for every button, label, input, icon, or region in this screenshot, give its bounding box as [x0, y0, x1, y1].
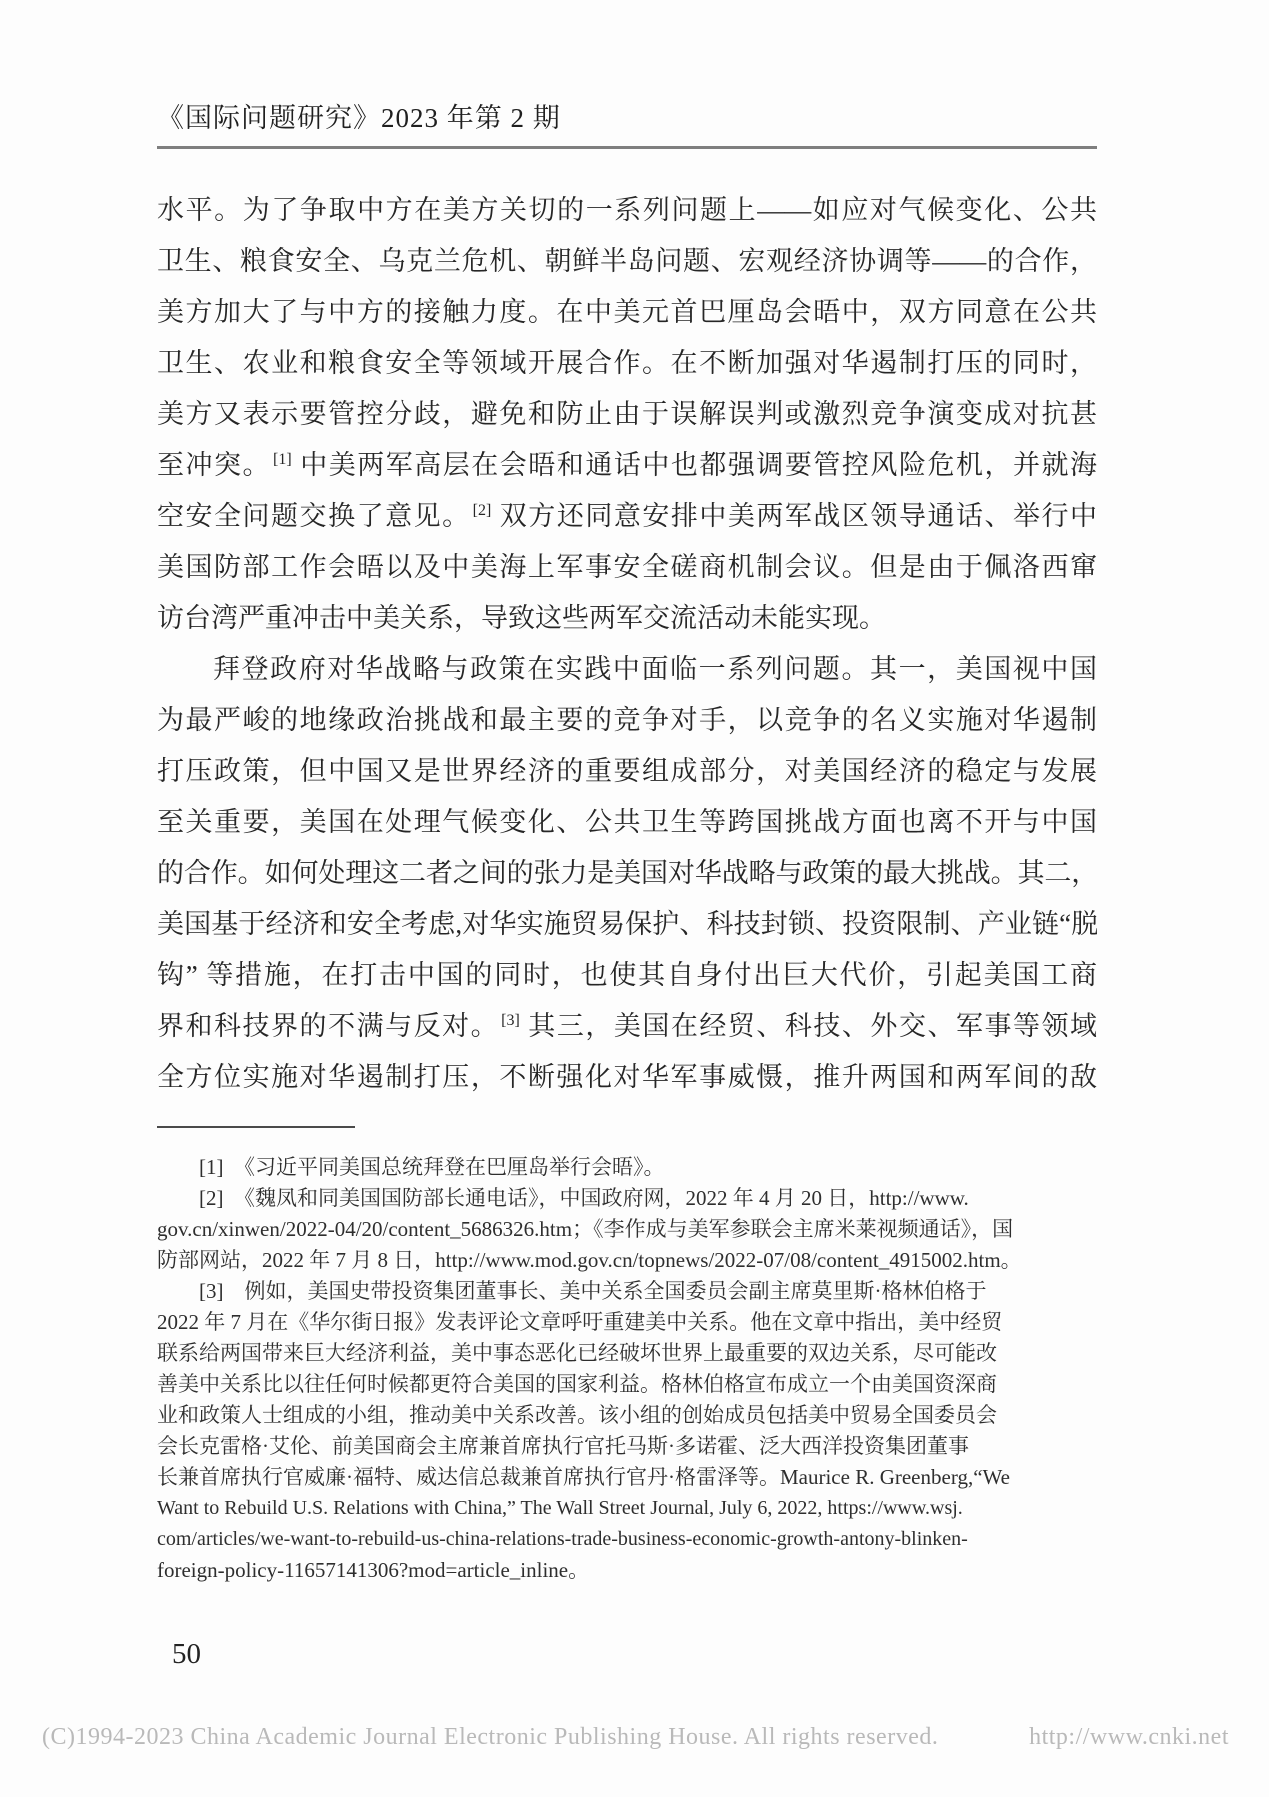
footnote-ref-3: [3] — [501, 1012, 520, 1029]
body-line: 钩” 等措施，在打击中国的同时，也使其自身付出巨大代价，引起美国工商 — [157, 960, 1097, 990]
footnote-line: 长兼首席执行官威廉·福特、威达信总裁兼首席执行官丹·格雷泽等。Maurice R. Greenberg,“We — [157, 1465, 1010, 1489]
body-line: 全方位实施对华遏制打压，不断强化对华军事威慑，推升两国和两军间的敌 — [157, 1062, 1097, 1092]
footnote-line: 善美中关系比以往任何时候都更符合美国的国家利益。格林伯格宣布成立一个由美国资深商 — [157, 1372, 997, 1396]
footnote-line: [2] 《魏凤和同美国国防部长通电话》，中国政府网，2022 年 4 月 20 日，http://www. — [199, 1186, 969, 1210]
body-line-text: 界和科技界的不满与反对。 — [157, 1011, 500, 1041]
body-line: 美方又表示要管控分歧，避免和防止由于误解误判或激烈竞争演变成对抗甚 — [157, 399, 1097, 429]
body-line-paragraph-start: 拜登政府对华战略与政策在实践中面临一系列问题。其一，美国视中国 — [213, 654, 1097, 684]
footnote-separator — [157, 1126, 355, 1128]
footnote-ref-1: [1] — [273, 451, 292, 468]
body-text — [157, 185, 1097, 1103]
header-rule — [157, 146, 1097, 149]
body-line-text: 其三，美国在经贸、科技、外交、军事等领域 — [526, 1011, 1097, 1041]
footnotes — [157, 1152, 1097, 1586]
footnote-line: 联系给两国带来巨大经济利益，美中事态恶化已经破坏世界上最重要的双边关系，尽可能改 — [157, 1341, 997, 1365]
footnote-line: foreign-policy-11657141306?mod=article_inline。 — [157, 1558, 590, 1582]
footnote-line: 会长克雷格·艾伦、前美国商会主席兼首席执行官托马斯·多诺霍、泛大西洋投资集团董事 — [157, 1434, 969, 1458]
footnote-line: com/articles/we-want-to-rebuild-us-china-relations-trade-business-economic-growth-antony-blinken- — [157, 1528, 968, 1550]
body-line-text: 空安全问题交换了意见。 — [157, 501, 471, 531]
body-line: 至关重要，美国在处理气候变化、公共卫生等跨国挑战方面也离不开与中国 — [157, 807, 1097, 837]
footer-copyright: (C)1994-2023 China Academic Journal Electronic Publishing House. All rights reserved. — [42, 1724, 939, 1750]
body-line: 为最严峻的地缘政治挑战和最主要的竞争对手，以竞争的名义实施对华遏制 — [157, 705, 1097, 735]
body-line: 美国防部工作会晤以及中美海上军事安全磋商机制会议。但是由于佩洛西窜 — [157, 552, 1097, 582]
body-line-text: 双方还同意安排中美两军战区领导通话、举行中 — [498, 501, 1097, 531]
body-line: 访台湾严重冲击中美关系，导致这些两军交流活动未能实现。 — [157, 603, 886, 633]
page-footer — [0, 1724, 1269, 1751]
body-line: 美方加大了与中方的接触力度。在中美元首巴厘岛会晤中，双方同意在公共 — [157, 297, 1097, 327]
footnote-line: 2022 年 7 月在《华尔街日报》发表评论文章呼吁重建美中关系。他在文章中指出，美中经贸 — [157, 1310, 1003, 1334]
footnote-line: [1] 《习近平同美国总统拜登在巴厘岛举行会晤》。 — [199, 1155, 665, 1179]
footnote-ref-2: [2] — [472, 502, 492, 519]
footnote-line: 业和政策人士组成的小组，推动美中关系改善。该小组的创始成员包括美中贸易全国委员会 — [157, 1403, 997, 1427]
body-line: 水平。为了争取中方在美方关切的一系列问题上——如应对气候变化、公共 — [157, 195, 1097, 225]
footnote-line: Want to Rebuild U.S. Relations with China,” The Wall Street Journal, July 6, 2022, https://www.wsj. — [157, 1497, 963, 1519]
journal-header: 《国际问题研究》2023 年第 2 期 — [157, 103, 561, 133]
body-line-text: 中美两军高层在会晤和通话中也都强调要管控风险危机，并就海 — [298, 450, 1097, 480]
body-line-text: 至冲突。 — [157, 450, 272, 480]
body-line: 卫生、粮食安全、乌克兰危机、朝鲜半岛问题、宏观经济协调等——的合作， — [157, 246, 1097, 276]
body-line: 卫生、农业和粮食安全等领域开展合作。在不断加强对华遏制打压的同时， — [157, 348, 1097, 378]
footnote-line: [3] 例如，美国史带投资集团董事长、美中关系全国委员会副主席莫里斯·格林伯格于 — [199, 1279, 987, 1303]
body-line: 打压政策，但中国又是世界经济的重要组成部分，对美国经济的稳定与发展 — [157, 756, 1097, 786]
body-line — [157, 491, 1097, 542]
footnote-line: 防部网站，2022 年 7 月 8 日，http://www.mod.gov.cn/topnews/2022-07/08/content_4915002.htm。 — [157, 1248, 1022, 1272]
body-line: 美国基于经济和安全考虑,对华实施贸易保护、科技封锁、投资限制、产业链“脱 — [157, 909, 1097, 939]
footer-url: http://www.cnki.net — [1029, 1724, 1229, 1750]
page-number: 50 — [172, 1638, 201, 1670]
footnote-line: gov.cn/xinwen/2022-04/20/content_5686326.htm；《李作成与美军参联会主席米莱视频通话》，国 — [157, 1217, 1014, 1241]
body-line — [157, 1001, 1097, 1052]
body-line — [157, 440, 1097, 491]
body-line: 的合作。如何处理这二者之间的张力是美国对华战略与政策的最大挑战。其二， — [157, 858, 1097, 888]
